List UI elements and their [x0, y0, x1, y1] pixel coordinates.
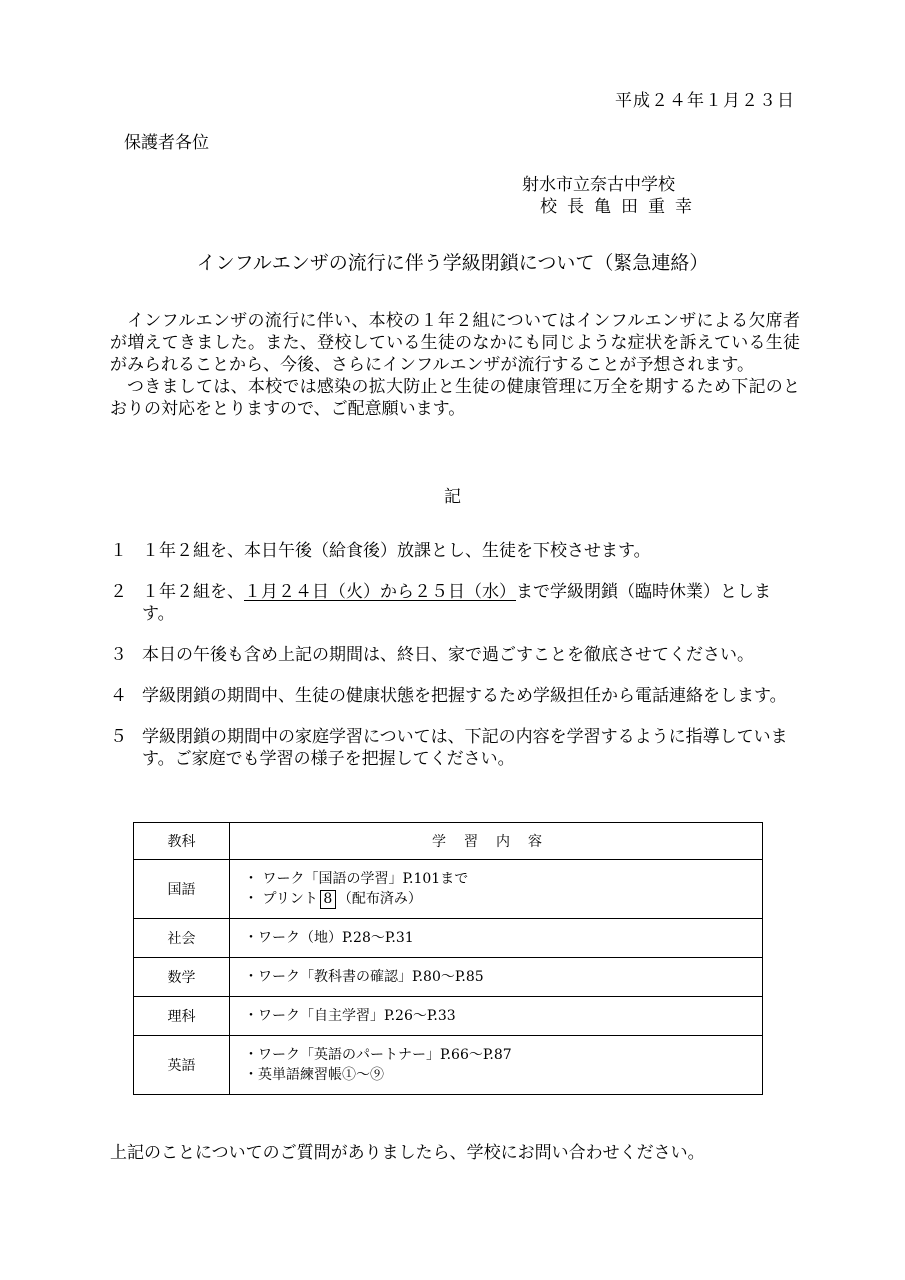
document-date: 平成２４年１月２３日	[615, 91, 795, 111]
content-cell	[230, 860, 763, 919]
item-number: ３	[110, 645, 127, 665]
content-cell	[230, 997, 763, 1036]
content-line: ・ワーク「教科書の確認」P.80～P.85	[244, 969, 484, 985]
content-line: ・ ワーク「国語の学習」P.101まで	[244, 871, 469, 887]
list-item	[110, 581, 800, 625]
table-row	[134, 860, 763, 919]
header-content: 学習内容	[230, 823, 763, 860]
list-item	[110, 644, 800, 666]
study-table	[133, 822, 763, 1095]
content-cell	[230, 1036, 763, 1095]
table-row	[134, 919, 763, 958]
content-cell	[230, 958, 763, 997]
item-text: 学級閉鎖の期間中の家庭学習については、下記の内容を学習するように指導しています。ご家庭でも学習の様子を把握してください。	[142, 727, 788, 769]
ki-heading: 記	[444, 487, 461, 507]
table-header-row	[134, 823, 763, 860]
item-number: ２	[110, 582, 127, 602]
subject-cell: 理科	[134, 997, 230, 1036]
print-label: ・ プリント	[244, 891, 318, 907]
content-line: ・ワーク（地）P.28～P.31	[244, 930, 414, 946]
content-line: ・ワーク「英語のパートナー」P.66～P.87	[244, 1047, 512, 1063]
item-number: ４	[110, 686, 127, 706]
content-line	[244, 889, 762, 909]
notice-body	[110, 310, 800, 420]
list-item	[110, 726, 800, 770]
subject-cell: 国語	[134, 860, 230, 919]
footer-note: 上記のことについてのご質問がありましたら、学校にお問い合わせください。	[110, 1143, 705, 1163]
content-line: ・ワーク「自主学習」P.26～P.33	[244, 1008, 456, 1024]
principal-name: 校長亀田重幸	[540, 197, 702, 217]
body-paragraph: つきましては、本校では感染の拡大防止と生徒の健康管理に万全を期するため下記のとおりの対応をとりますので、ご配意願います。	[110, 377, 800, 419]
item-text-pre: １年２組を、	[142, 582, 244, 602]
item-text-post: まで学級閉鎖（臨時休業）とします。	[142, 582, 771, 624]
body-paragraph: インフルエンザの流行に伴い、本校の１年２組についてはインフルエンザによる欠席者が増えてきました。また、登校している生徒のなかにも同じような症状を訴えている生徒がみられることから、今後、さらにインフルエンザが流行することが予想されます。	[110, 311, 800, 375]
list-item	[110, 685, 800, 707]
content-line: ・英単語練習帳①～⑨	[244, 1067, 384, 1083]
item-number: ５	[110, 727, 127, 747]
item-number: １	[110, 541, 127, 561]
header-subject: 教科	[134, 823, 230, 860]
school-name: 射水市立奈古中学校	[522, 175, 675, 195]
subject-cell: 社会	[134, 919, 230, 958]
document-title: インフルエンザの流行に伴う学級閉鎖について（緊急連絡）	[196, 252, 709, 274]
table-row	[134, 1036, 763, 1095]
subject-cell: 数学	[134, 958, 230, 997]
item-text: １年２組を、本日午後（給食後）放課とし、生徒を下校させます。	[142, 541, 651, 561]
item-list	[110, 540, 800, 789]
item-text: 学級閉鎖の期間中、生徒の健康状態を把握するため学級担任から電話連絡をします。	[142, 686, 787, 706]
item-text	[142, 581, 800, 625]
list-item	[110, 540, 800, 562]
closure-period: １月２４日（火）から２５日（水）	[244, 582, 516, 602]
subject-cell: 英語	[134, 1036, 230, 1095]
recipient: 保護者各位	[124, 133, 209, 153]
print-number-box: 8	[320, 890, 336, 909]
print-note: （配布済み）	[337, 891, 422, 907]
content-cell	[230, 919, 763, 958]
table-row	[134, 958, 763, 997]
table-row	[134, 997, 763, 1036]
item-text: 本日の午後も含め上記の期間は、終日、家で過ごすことを徹底させてください。	[142, 645, 754, 665]
